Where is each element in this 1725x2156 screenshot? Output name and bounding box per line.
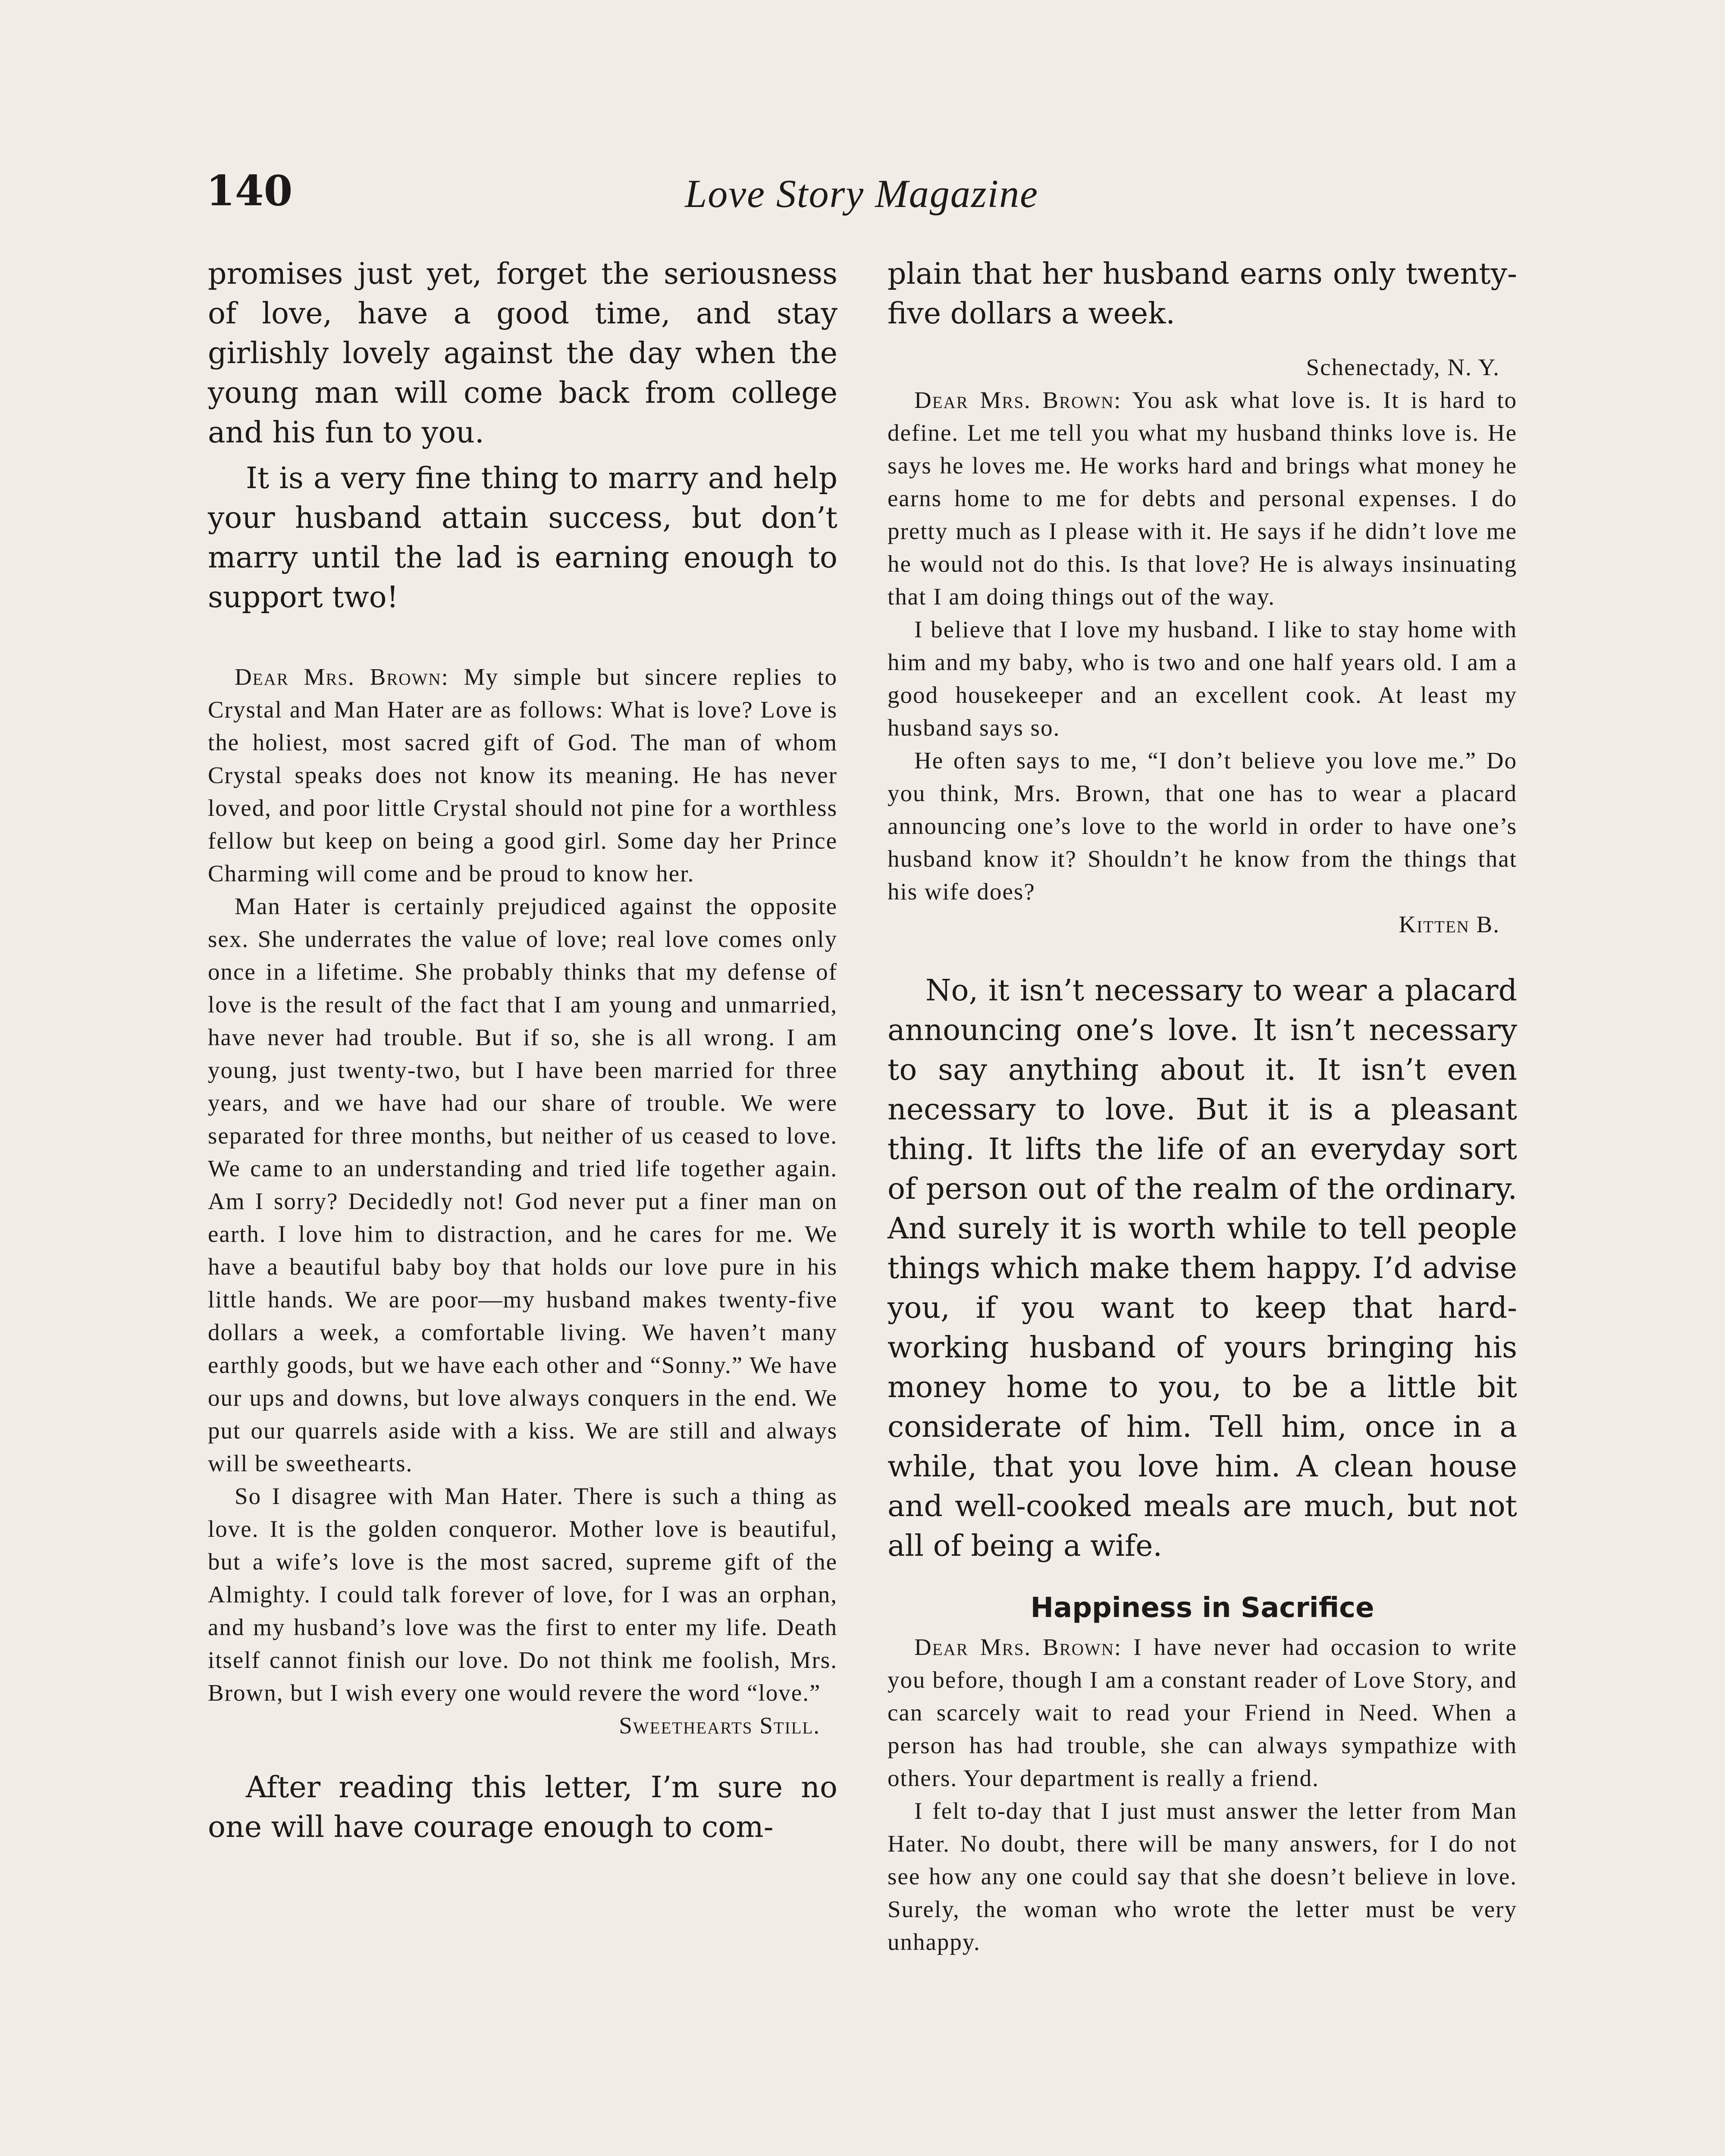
- page-header: [206, 166, 1517, 235]
- editor-reply-start: After reading this letter, I’m sure no one will have courage enough to com-: [208, 1771, 837, 1844]
- letter-salutation: Dear Mrs. Brown:: [235, 664, 449, 690]
- letter-salutation: Dear Mrs. Brown:: [914, 387, 1122, 413]
- editor-reply-advice: It is a very fine thing to marry and help your husband attain success, but don’t marry until the lad is earning enough to support two!: [208, 461, 837, 614]
- letter-paragraph: [888, 384, 1517, 613]
- reader-letter-sacrifice: [888, 1631, 1517, 1959]
- editor-reply: No, it isn’t necessary to wear a placard announcing one’s love. It isn’t necessary to say anything about it. It isn’t even necessary to love. But it is a pleasant thing. It lifts the life of an everyday sort of person out of the realm of the ordinary. And surely it is worth while to tell people things which make them happy. I’d advise you, if you want to keep that hard-working husband of yours bringing his money home to you, to be a little bit considerate of him. Tell him, once in a while, that you love him. A clean house and well-cooked meals are much, but not all of being a wife.: [888, 974, 1517, 1563]
- letter-paragraph: I believe that I love my husband. I like to stay home with him and my baby, who is two and one half years old. I am a good housekeeper and an excellent cook. At least my husband says so.: [888, 616, 1517, 741]
- editor-reply-ending: promises just yet, forget the seriousness of love, have a good time, and stay girlishly lovely against the day when the young man will come back from college and his fun to you.: [208, 257, 837, 450]
- section-heading: Happiness in Sacrifice: [1030, 1592, 1374, 1624]
- letter-signature: Kitten B.: [1399, 911, 1500, 937]
- letter-paragraph: [208, 661, 837, 890]
- editor-reply-continued: plain that her husband earns only twenty-five dollars a week.: [888, 257, 1517, 331]
- letter-paragraph: [888, 1631, 1517, 1795]
- running-title: Love Story Magazine: [685, 172, 1038, 216]
- letter-paragraph: So I disagree with Man Hater. There is such a thing as love. It is the golden conqueror. Mother love is beautiful, but a wife’s love is the most sacred, supreme gift of the Almighty. I could talk forever of love, for I was an orphan, and my husband’s love was the first to enter my life. Death itself cannot finish our love. Do not think me foolish, Mrs. Brown, but I wish every one would revere the word “love.”: [208, 1483, 837, 1706]
- reader-letter-sweethearts: [208, 661, 837, 1742]
- letter-paragraph: Man Hater is certainly prejudiced against the opposite sex. She underrates the value of love; real love comes only once in a lifetime. She probably thinks that my defense of love is the result of the fact that I am young and unmarried, have never had trouble. But if so, she is all wrong. I am young, just twenty-two, but I have been married for three years, and we have had our share of trouble. We were separated for three months, but neither of us ceased to love. We came to an understanding and tried life together again. Am I sorry? Decidedly not! God never put a finer man on earth. I love him to distraction, and he cares for me. We have a beautiful baby boy that holds our love pure in his little hands. We are poor—my husband makes twenty-five dollars a week, a comfortable living. We haven’t many earthly goods, but we have each other and “Sonny.” We have our ups and downs, but love always conquers in the end. We put our quarrels aside with a kiss. We are still and always will be sweethearts.: [208, 893, 837, 1476]
- letter-salutation: Dear Mrs. Brown:: [914, 1634, 1122, 1660]
- letter-signature: Sweethearts Still.: [619, 1712, 820, 1739]
- letter-dateline: Schenectady, N. Y.: [1306, 354, 1500, 380]
- page-number: 140: [206, 166, 293, 215]
- reader-letter-kitten: [888, 351, 1517, 941]
- letter-text: You ask what love is. It is hard to define. Let me tell you what my husband thinks love is. He says he loves me. He works hard and brings what money he earns home to me for debts and personal expenses. I do pretty much as I please with it. He says if he didn’t love me he would not do this. Is that love? He is always insinuating that I am doing things out of the way.: [888, 387, 1517, 610]
- letter-paragraph: I felt to-day that I just must answer the letter from Man Hater. No doubt, there will be many answers, for I do not see how any one could say that she doesn’t believe in love. Surely, the woman who wrote the letter must be very unhappy.: [888, 1798, 1517, 1955]
- right-column: [888, 254, 1517, 1959]
- left-column: [208, 254, 837, 1847]
- letter-paragraph: He often says to me, “I don’t believe you love me.” Do you think, Mrs. Brown, that one has to wear a placard announcing one’s love to the world in order to have one’s husband know it? Shouldn’t he know from the things that his wife does?: [888, 747, 1517, 905]
- letter-text: I have never had occasion to write you before, though I am a constant reader of Love Story, and can scarcely wait to read your Friend in Need. When a person has had trouble, she can always sympathize with others. Your department is really a friend.: [888, 1634, 1517, 1791]
- letter-text: My simple but sincere replies to Crystal and Man Hater are as follows: What is love? Love is the holiest, most sacred gift of God. The man of whom Crystal speaks does not know its meaning. He has never loved, and poor little Crystal should not pine for a worthless fellow but keep on being a good girl. Some day her Prince Charming will come and be proud to know her.: [208, 664, 837, 887]
